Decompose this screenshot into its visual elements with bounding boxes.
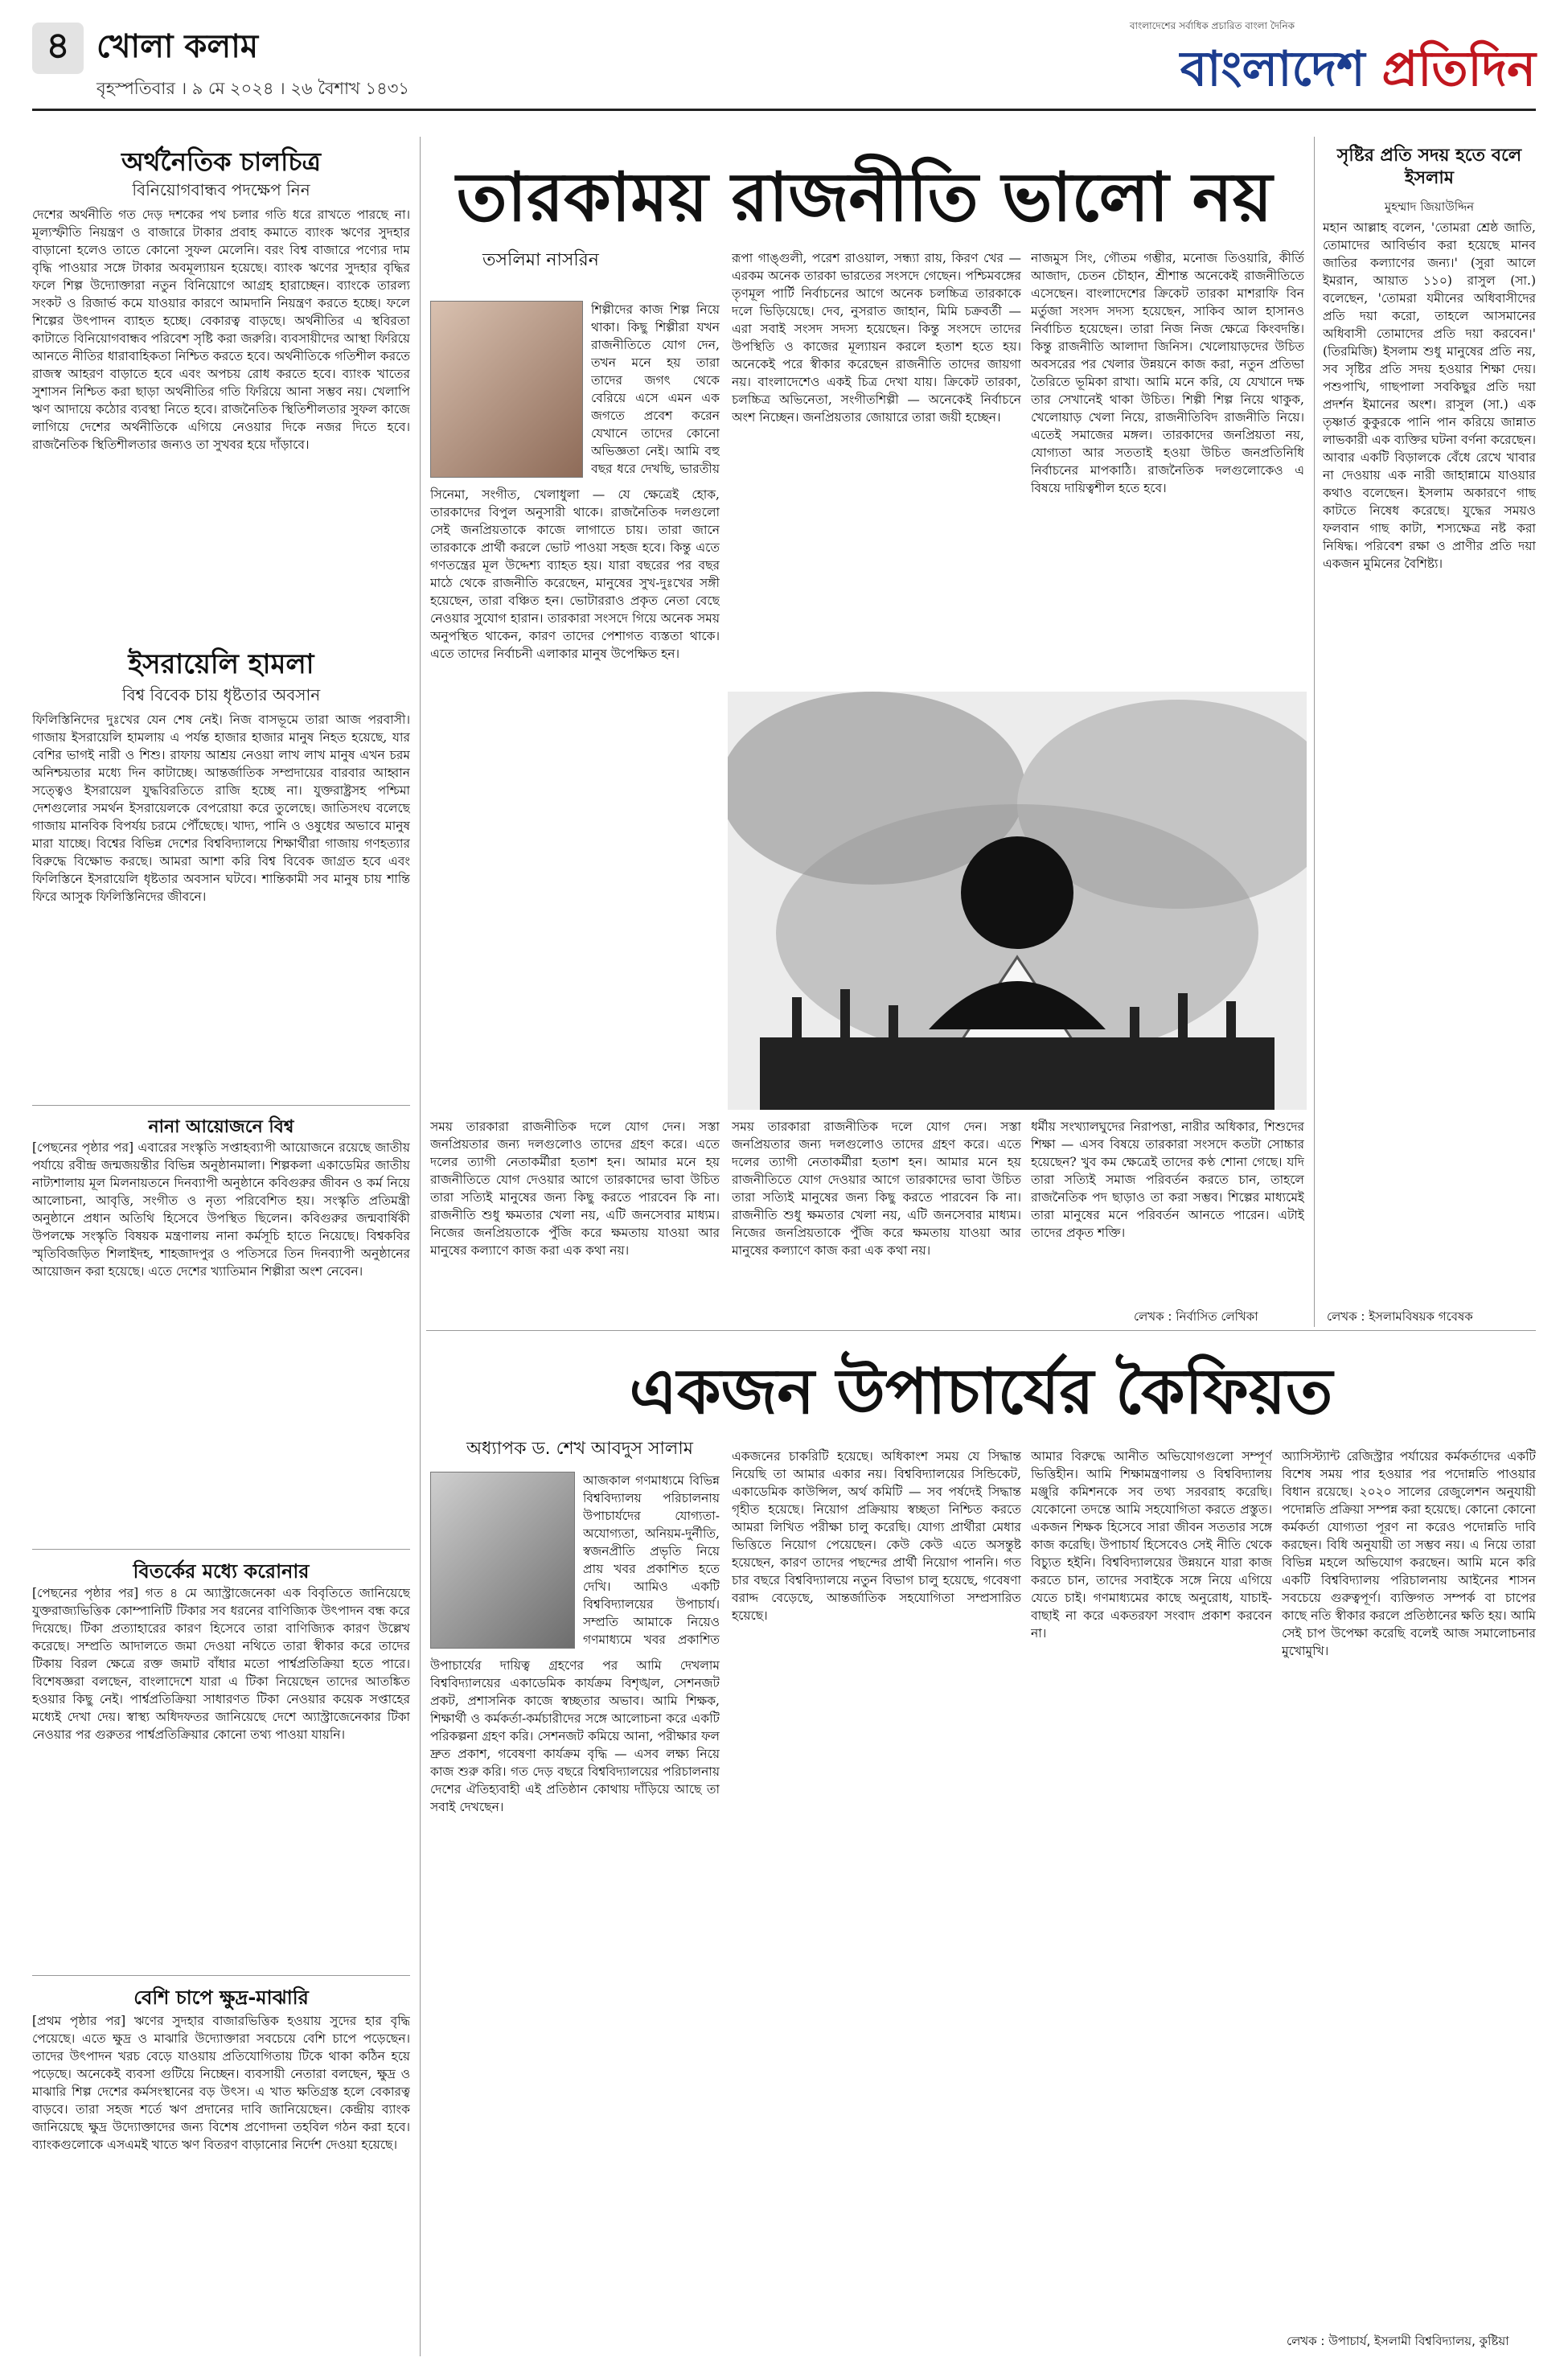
world-events-body: [পেছনের পৃষ্ঠার পর] এবারের সংস্কৃতি সপ্তাহব্যাপী আয়োজনে রয়েছে জাতীয় পর্যায়ে রবীন্দ্র জন্মজয়ন্তীর বিভিন্ন অনুষ্ঠানমালা। শিল্পকলা একাডেমির জাতীয় নাট্যশালায় মূল মিলনায়তনে দিনব্যাপী অনুষ্ঠানে কবিগুরুর জীবন ও কর্ম নিয়ে আলোচনা, আবৃত্তি, সংগীত ও নৃত্য পরিবেশিত হয়। সংস্কৃতি প্রতিমন্ত্রী অনুষ্ঠানে প্রধান অতিথি হিসেবে উপস্থিত ছিলেন। কবিগুরুর জন্মবার্ষিকী উপলক্ষে সংস্কৃতি বিষয়ক মন্ত্রণালয় নানা কর্মসূচি হাতে নিয়েছে। বিশ্বকবির স্মৃতিবিজড়িত শিলাইদহ, শাহজাদপুর ও পতিসরে তিন দিনব্যাপী অনুষ্ঠানের আয়োজন করা হয়েছে। এতে দেশের খ্যাতিমান শিল্পীরা অংশ নেবেন। — [32, 1140, 410, 1279]
page-header — [32, 14, 1536, 111]
divider — [32, 1549, 410, 1550]
divider — [32, 1105, 410, 1106]
main-body-col1: সিনেমা, সংগীত, খেলাধুলা — যে ক্ষেত্রেই হোক, তারকাদের বিপুল অনুসারী থাকে। রাজনৈতিক দলগুলো সেই জনপ্রিয়তাকে কাজে লাগাতে চায়। তারা জানে তারকাকে প্রার্থী করলে ভোট পাওয়া সহজ হবে। কিন্তু এতে গণতন্ত্রের মূল উদ্দেশ্য ব্যাহত হয়। যারা বছরের পর বছর মাঠে থেকে রাজনীতি করেছেন, মানুষের সুখ-দুঃখের সঙ্গী হয়েছেন, তারা বঞ্চিত হন। ভোটাররাও প্রকৃত নেতা বেছে নেওয়ার সুযোগ হারান। তারকারা সংসদে গিয়ে অনেক সময় অনুপস্থিত থাকেন, কারণ তাদের পেশাগত ব্যস্ততা থাকে। এতে তাদের নির্বাচনী এলাকার মানুষ উপেক্ষিত হন। — [430, 487, 720, 661]
israel-title: ইসরায়েলি হামলা — [128, 648, 314, 680]
corona-title: বিতর্কের মধ্যে করোনার — [133, 1560, 310, 1583]
vc-endnote: লেখক : উপাচার্য, ইসলামী বিশ্ববিদ্যালয়, কুষ্টিয়া — [1287, 2334, 1509, 2348]
column-divider — [1314, 137, 1315, 1327]
vc-author-photo — [430, 1472, 575, 1649]
vc-byline: অধ্যাপক ড. শেখ আবদুস সালাম — [466, 1439, 693, 1459]
masthead-tagline: বাংলাদেশের সর্বাধিক প্রচারিত বাংলা দৈনিক — [1129, 20, 1295, 31]
econ-body: দেশের অর্থনীতি গত দেড় দশকের পথ চলার গতি ধরে রাখতে পারছে না। মূল্যস্ফীতি নিয়ন্ত্রণ ও বাজারে টাকার প্রবাহ কমাতে ব্যাংক ঋণের সুদহার বাড়ানো হলেও তাতে কোনো সুফল মেলেনি। বরং বিশ্ব বাজারে পণ্যের দাম বৃদ্ধি পাওয়ার সঙ্গে টাকার অবমূল্যায়ন হয়েছে। ব্যাংক ঋণের সুদহার বৃদ্ধির ফলে শিল্প উদ্যোক্তারা নতুন বিনিয়োগে আগ্রহ হারাচ্ছেন। ব্যাংকে তারল্য সংকট ও রিজার্ভ কমে যাওয়ার কারণে আমদানি নিয়ন্ত্রণ করতে হচ্ছে। ফলে শিল্পের উৎপাদন ব্যাহত হচ্ছে। বেকারত্ব বাড়ছে। অর্থনীতির এ স্থবিরতা কাটাতে বিনিয়োগবান্ধব পরিবেশ সৃষ্টি করা জরুরি। ব্যবসায়ীদের আস্থা ফিরিয়ে আনতে নীতির ধারাবাহিকতা নিশ্চিত করতে হবে। অর্থনীতিকে গতিশীল করতে রাজস্ব আহরণ বাড়াতে হবে এবং অপচয় রোধ করতে হবে। ব্যাংক খাতের সুশাসন নিশ্চিত করা ছাড়া অর্থনীতির গতি ফিরিয়ে আনা সম্ভব নয়। খেলাপি ঋণ আদায়ে কঠোর ব্যবস্থা নিতে হবে। রাজনৈতিক স্থিতিশীলতার সুফল কাজে লাগিয়ে দেশের অর্থনীতিকে এগিয়ে নেওয়ার দিকে নজর দিতে হবে। রাজনৈতিক স্থিতিশীলতার জন্যও তা সুখবর হয়ে দাঁড়াবে। — [32, 207, 410, 452]
main-byline: তসলিমা নাসরিন — [482, 250, 599, 270]
islam-endnote: লেখক : ইসলামবিষয়ক গবেষক — [1327, 1309, 1473, 1324]
column-divider — [420, 137, 421, 2356]
prices-body: [প্রথম পৃষ্ঠার পর] ঋণের সুদহার বাজারভিত্তিক হওয়ায় সুদের হার বৃদ্ধি পেয়েছে। এতে ক্ষুদ্র ও মাঝারি উদ্যোক্তারা সবচেয়ে বেশি চাপে পড়েছেন। তাদের উৎপাদন খরচ বেড়ে যাওয়ায় প্রতিযোগিতায় টিকে থাকা কঠিন হয়ে পড়েছে। অনেকেই ব্যবসা গুটিয়ে নিচ্ছেন। ব্যবসায়ী নেতারা বলছেন, ক্ষুদ্র ও মাঝারি শিল্প দেশের কর্মসংস্থানের বড় উৎস। এ খাত ক্ষতিগ্রস্ত হলে বেকারত্ব বাড়বে। তারা সহজ শর্তে ঋণ প্রদানের দাবি জানিয়েছেন। কেন্দ্রীয় ব্যাংক জানিয়েছে ক্ষুদ্র উদ্যোক্তাদের জন্য বিশেষ প্রণোদনা তহবিল গঠন করা হবে। ব্যাংকগুলোকে এসএমই খাতে ঋণ বিতরণ বাড়ানোর নির্দেশ দেওয়া হয়েছে। — [32, 2014, 410, 2152]
israel-subtitle: বিশ্ব বিবেক চায় ধৃষ্টতার অবসান — [121, 685, 321, 704]
masthead-logo[interactable] — [1086, 14, 1536, 103]
main-body-col6: ধর্মীয় সংখ্যালঘুদের নিরাপত্তা, নারীর অধিকার, শিশুদের শিক্ষা — এসব বিষয়ে তারকারা সংসদে কতটা সোচ্চার হয়েছেন? খুব কম ক্ষেত্রেই তাদের কণ্ঠ শোনা গেছে। যদি তারা সত্যিই সমাজ পরিবর্তন করতে চান, তাহলে রাজনৈতিক পদ ছাড়াও তা করা সম্ভব। শিল্পের মাধ্যমেই তারা মানুষের মনে পরিবর্তন আনতে পারেন। এটাই তাদের প্রকৃত শক্তি। — [1031, 1119, 1304, 1240]
vc-body-col3: আমার বিরুদ্ধে আনীত অভিযোগগুলো সম্পূর্ণ ভিত্তিহীন। আমি শিক্ষামন্ত্রণালয় ও বিশ্ববিদ্যালয় মঞ্জুরি কমিশনকে সব তথ্য সরবরাহ করেছি। যেকোনো তদন্তে আমি সহযোগিতা করতে প্রস্তুত। একজন শিক্ষক হিসেবে সারা জীবন সততার সঙ্গে কাজ করেছি। উপাচার্য হিসেবেও সেই নীতি থেকে বিচ্যুত হইনি। বিশ্ববিদ্যালয়ের উন্নয়নে যারা কাজ করতে চান, তাদের সবাইকে সঙ্গে নিয়ে এগিয়ে যেতে চাই। গণমাধ্যমের কাছে অনুরোধ, যাচাই-বাছাই না করে একতরফা সংবাদ প্রকাশ করবেন না। — [1031, 1449, 1272, 1641]
main-endnote: লেখক : নির্বাসিত লেখিকা — [1134, 1309, 1258, 1324]
econ-title: অর্থনৈতিক চালচিত্র — [121, 146, 321, 177]
main-body-col3: নাজমুস সিং, গৌতম গম্ভীর, মনোজ তিওয়ারি, কীর্তি আজাদ, চেতন চৌহান, শ্রীশান্ত অনেকেই রাজনীতিতে এসেছেন। বাংলাদেশের ক্রিকেট তারকা মাশরাফি বিন মর্তুজা সংসদ সদস্য হয়েছেন, সাকিব আল হাসানও নির্বাচিত হয়েছেন। তারা নিজ নিজ ক্ষেত্রে কিংবদন্তি। কিন্তু রাজনীতি আলাদা জিনিস। খেলোয়াড়দের উচিত অবসরের পর খেলার উন্নয়নে কাজ করা, নতুন প্রতিভা তৈরিতে ভূমিকা রাখা। আমি মনে করি, যে যেখানে দক্ষ তার সেখানেই থাকা উচিত। শিল্পী শিল্প নিয়ে থাকুক, খেলোয়াড় খেলা নিয়ে, রাজনীতিবিদ রাজনীতি নিয়ে। এতেই সমাজের মঙ্গল। তারকাদের জনপ্রিয়তা নয়, যোগ্যতা আর সততাই হওয়া উচিত জনপ্রতিনিধি নির্বাচনের মাপকাঠি। রাজনৈতিক দলগুলোকেও এ বিষয়ে দায়িত্বশীল হতে হবে। — [1031, 251, 1304, 495]
main-body-col2: রূপা গাঙ্গুলী, পরেশ রাওয়াল, সন্ধ্যা রায়, কিরণ খের — এরকম অনেক তারকা ভারতের সংসদে গেছেন। পশ্চিমবঙ্গের তৃণমূল পার্টি নির্বাচনের আগে অনেক চলচ্চিত্র তারকাকে দলে ভিড়িয়েছে। দেব, নুসরাত জাহান, মিমি চক্রবর্তী — এরা সবাই সংসদ সদস্য হয়েছেন। কিন্তু সংসদে তাদের উপস্থিতি ও কাজের মূল্যায়ন করলে হতাশ হতে হয়। অনেকেই পরে স্বীকার করেছেন রাজনীতি তাদের জায়গা নয়। বাংলাদেশেও একই চিত্র দেখা যায়। ক্রিকেট তারকা, চলচ্চিত্র অভিনেতা, সংগীতশিল্পী — অনেকেই নির্বাচনে অংশ নিচ্ছেন। জনপ্রিয়তার জোয়ারে তারা জয়ী হচ্ছেন। — [732, 251, 1021, 425]
author-photo — [430, 301, 583, 478]
masthead-name — [1180, 32, 1536, 113]
islam-body: মহান আল্লাহ বলেন, 'তোমরা শ্রেষ্ঠ জাতি, তোমাদের আবির্ভাব করা হয়েছে মানব জাতির কল্যাণের জন্য।' (সুরা আলে ইমরান, আয়াত ১১০) রাসুল (সা.) বলেছেন, 'তোমরা যমীনের অধিবাসীদের প্রতি দয়া করো, তাহলে আসমানের অধিবাসী তোমাদের প্রতি দয়া করবেন।' (তিরমিজি) ইসলাম শুধু মানুষের প্রতি নয়, সব সৃষ্টির প্রতি সদয় হওয়ার শিক্ষা দেয়। পশুপাখি, গাছপালা সবকিছুর প্রতি দয়া প্রদর্শন ইমানের অংশ। রাসুল (সা.) এক তৃষ্ণার্ত কুকুরকে পানি পান করিয়ে জান্নাত লাভকারী এক ব্যক্তির ঘটনা বর্ণনা করেছেন। আবার একটি বিড়ালকে বেঁধে রেখে খাবার না দেওয়ায় এক নারী জাহান্নামে যাওয়ার কথাও বলেছেন। ইসলাম অকারণে গাছ কাটতে নিষেধ করেছে। যুদ্ধের সময়ও ফলবান গাছ কাটা, শস্যক্ষেত্র নষ্ট করা নিষিদ্ধ। পরিবেশ রক্ষা ও প্রাণীর প্রতি দয়া একজন মুমিনের বৈশিষ্ট্য। — [1323, 220, 1536, 571]
dateline: বৃহস্পতিবার । ৯ মে ২০২৪ । ২৬ বৈশাখ ১৪৩১ — [96, 79, 410, 98]
islam-title: সৃষ্টির প্রতি সদয় হতে বলে ইসলাম — [1336, 146, 1522, 188]
econ-subtitle: বিনিয়োগবান্ধব পদক্ষেপ নিন — [132, 180, 310, 199]
main-headline: তারকাময় রাজনীতি ভালো নয় — [456, 158, 1273, 236]
vc-headline: একজন উপাচার্যের কৈফিয়ত — [629, 1356, 1333, 1428]
vc-body-intro: আজকাল গণমাধ্যমে বিভিন্ন বিশ্ববিদ্যালয় পরিচালনায় উপাচার্যদের যোগ্যতা-অযোগ্যতা, অনিয়ম-দুর্নীতি, স্বজনপ্রীতি প্রভৃতি নিয়ে প্রায় খবর প্রকাশিত হতে দেখি। আমিও একটি বিশ্ববিদ্যালয়ের উপাচার্য। সম্প্রতি আমাকে নিয়েও গণমাধ্যমে খবর প্রকাশিত — [583, 1473, 720, 1647]
islam-author: মুহম্মাদ জিয়াউদ্দিন — [1384, 199, 1475, 214]
main-body-col4: সময় তারকারা রাজনীতিক দলে যোগ দেন। সস্তা জনপ্রিয়তার জন্য দলগুলোও তাদের গ্রহণ করে। এতে দলের ত্যাগী নেতাকর্মীরা হতাশ হন। আমার মনে হয় রাজনীতিতে যোগ দেওয়ার আগে তারকাদের ভাবা উচিত তারা সত্যিই মানুষের জন্য কিছু করতে পারবেন কি না। রাজনীতি শুধু ক্ষমতার খেলা নয়, এটি জনসেবার মাধ্যম। নিজের জনপ্রিয়তাকে পুঁজি করে ক্ষমতায় যাওয়া আর মানুষের কল্যাণে কাজ করা এক কথা নয়। — [430, 1119, 720, 1258]
corona-body: [পেছনের পৃষ্ঠার পর] গত ৪ মে অ্যাস্ট্রাজেনেকা এক বিবৃতিতে জানিয়েছে যুক্তরাজ্যভিত্তিক কোম্পানিটি টিকার সব ধরনের বাণিজ্যিক উৎপাদন বন্ধ করে দিয়েছে। টিকা প্রত্যাহারের কারণ হিসেবে তারা বাণিজ্যিক কারণ উল্লেখ করেছে। সম্প্রতি আদালতে জমা দেওয়া নথিতে তারা স্বীকার করে তাদের টিকায় বিরল ক্ষেত্রে রক্ত জমাট বাঁধার মতো পার্শ্বপ্রতিক্রিয়া হতে পারে। বিশেষজ্ঞরা বলছেন, বাংলাদেশে যারা এ টিকা নিয়েছেন তাদের আতঙ্কিত হওয়ার কিছু নেই। পার্শ্বপ্রতিক্রিয়া সাধারণত টিকা নেওয়ার কয়েক সপ্তাহের মধ্যেই দেখা দেয়। স্বাস্থ্য অধিদফতর জানিয়েছে দেশে অ্যাস্ট্রাজেনেকার টিকা নেওয়ার পর গুরুতর পার্শ্বপ্রতিক্রিয়ার কোনো তথ্য পাওয়া যায়নি। — [32, 1586, 410, 1742]
world-events-title: নানা আয়োজনে বিশ্ব — [148, 1117, 294, 1137]
section-title: খোলা কলাম — [96, 28, 259, 65]
page-number: ৪ — [32, 23, 84, 74]
vc-body-col2: একজনের চাকরিটি হয়েছে। অধিকাংশ সময় যে সিদ্ধান্ত নিয়েছি তা আমার একার নয়। বিশ্ববিদ্যালয়ের সিন্ডিকেট, একাডেমিক কাউন্সিল, অর্থ কমিটি — সব পর্ষদেই সিদ্ধান্ত গৃহীত হয়েছে। নিয়োগ প্রক্রিয়ায় স্বচ্ছতা নিশ্চিত করতে আমরা লিখিত পরীক্ষা চালু করেছি। যোগ্য প্রার্থীরা মেধার ভিত্তিতে নিয়োগ পেয়েছেন। কেউ কেউ এতে অসন্তুষ্ট হয়েছেন, কারণ তাদের পছন্দের প্রার্থী নিয়োগ পাননি। গত চার বছরে বিশ্ববিদ্যালয়ে নতুন বিভাগ চালু হয়েছে, গবেষণা বরাদ্দ বেড়েছে, আন্তর্জাতিক সহযোগিতা সম্প্রসারিত হয়েছে। — [732, 1449, 1021, 1623]
prices-title: বেশি চাপে ক্ষুদ্র-মাঝারি — [133, 1986, 309, 2009]
main-body-col5: সময় তারকারা রাজনীতিক দলে যোগ দেন। সস্তা জনপ্রিয়তার জন্য দলগুলোও তাদের গ্রহণ করে। এতে দলের ত্যাগী নেতাকর্মীরা হতাশ হন। আমার মনে হয় রাজনীতিতে যোগ দেওয়ার আগে তারকাদের ভাবা উচিত তারা সত্যিই মানুষের জন্য কিছু করতে পারবেন কি না। রাজনীতি শুধু ক্ষমতার খেলা নয়, এটি জনসেবার মাধ্যম। নিজের জনপ্রিয়তাকে পুঁজি করে ক্ষমতায় যাওয়া আর মানুষের কল্যাণে কাজ করা এক কথা নয়। — [732, 1119, 1021, 1258]
section-divider — [426, 1330, 1536, 1331]
masthead-name-part1: বাংলাদেশ — [1180, 41, 1382, 97]
illustration-image — [728, 692, 1307, 1110]
vc-body-col1: উপাচার্যের দায়িত্ব গ্রহণের পর আমি দেখলাম বিশ্ববিদ্যালয়ের একাডেমিক কার্যক্রম বিশৃঙ্খল, সেশনজট প্রকট, প্রশাসনিক কাজে স্বচ্ছতার অভাব। আমি শিক্ষক, শিক্ষার্থী ও কর্মকর্তা-কর্মচারীদের সঙ্গে আলোচনা করে একটি পরিকল্পনা গ্রহণ করি। সেশনজট কমিয়ে আনা, পরীক্ষার ফল দ্রুত প্রকাশ, গবেষণা কার্যক্রম বৃদ্ধি — এসব লক্ষ্য নিয়ে কাজ শুরু করি। গত দেড় বছরে বিশ্ববিদ্যালয়ের পরিচালনায় দেশের ঐতিহ্যবাহী এই প্রতিষ্ঠান কোথায় দাঁড়িয়ে আছে তা সবাই দেখছেন। — [430, 1658, 720, 1814]
masthead-name-part2: প্রতিদিন — [1381, 41, 1536, 97]
divider — [32, 1975, 410, 1976]
main-body-intro: শিল্পীদের কাজ শিল্প নিয়ে থাকা। কিছু শিল্পীরা যখন রাজনীতিতে যোগ দেন, তখন মনে হয় তারা তাদের জগৎ থেকে বেরিয়ে এসে এমন এক জগতে প্রবেশ করেন যেখানে তাদের কোনো অভিজ্ঞতা নেই। আমি বহু বছর ধরে দেখছি, ভারতীয় — [591, 302, 720, 476]
israel-body: ফিলিস্তিনিদের দুঃখের যেন শেষ নেই। নিজ বাসভূমে তারা আজ পরবাসী। গাজায় ইসরায়েলি হামলায় এ পর্যন্ত হাজার হাজার মানুষ নিহত হয়েছে, যার বেশির ভাগই নারী ও শিশু। রাফায় আশ্রয় নেওয়া লাখ লাখ মানুষ এখন চরম অনিশ্চয়তার মধ্যে দিন কাটাচ্ছে। আন্তর্জাতিক সম্প্রদায়ের বারবার আহ্বান সত্ত্বেও ইসরায়েল যুদ্ধবিরতিতে রাজি হচ্ছে না। যুক্তরাষ্ট্রসহ পশ্চিমা দেশগুলোর সমর্থন ইসরায়েলকে বেপরোয়া করে তুলেছে। জাতিসংঘ বলেছে গাজায় মানবিক বিপর্যয় চরমে পৌঁছেছে। খাদ্য, পানি ও ওষুধের অভাবে মানুষ মারা যাচ্ছে। বিশ্বের বিভিন্ন দেশের বিশ্ববিদ্যালয়ে শিক্ষার্থীরা গাজায় গণহত্যার বিরুদ্ধে বিক্ষোভ করছে। আমরা আশা করি বিশ্ব বিবেক জাগ্রত হবে এবং ফিলিস্তিনে ইসরায়েলি ধৃষ্টতার অবসান ঘটবে। শান্তিকামী সব মানুষ চায় শান্তি ফিরে আসুক ফিলিস্তিনিদের জীবনে। — [32, 713, 410, 904]
vc-body-col4: অ্যাসিস্ট্যান্ট রেজিস্ট্রার পর্যায়ের কর্মকর্তাদের একটি বিশেষ সময় পার হওয়ার পর পদোন্নতি পাওয়ার বিধান রয়েছে। ২০২০ সালের রেজুলেশন অনুযায়ী পদোন্নতি প্রক্রিয়া সম্পন্ন করা হয়েছে। কোনো কোনো কর্মকর্তা যোগ্যতা পূরণ না করেও পদোন্নতি দাবি করছেন। বিধি অনুযায়ী তা সম্ভব নয়। এ নিয়ে তারা বিভিন্ন মহলে অভিযোগ করছেন। আমি মনে করি একটি বিশ্ববিদ্যালয় পরিচালনায় আইনের শাসন সবচেয়ে গুরুত্বপূর্ণ। ব্যক্তিগত সম্পর্ক বা চাপের কাছে নতি স্বীকার করলে প্রতিষ্ঠানের ক্ষতি হয়। আমি সেই চাপ উপেক্ষা করেছি বলেই আজ সমালোচনার মুখোমুখি। — [1282, 1449, 1536, 1658]
